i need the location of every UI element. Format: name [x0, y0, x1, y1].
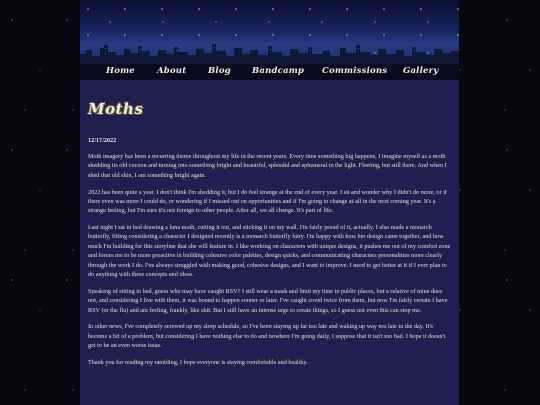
nav-gallery[interactable]: Gallery: [403, 66, 439, 76]
post-body: [88, 152, 452, 375]
nav-bandcamp[interactable]: Bandcamp: [252, 66, 305, 76]
post-paragraph: 2022 has been quite a year. I don't think I'm shedding it, but I do feel strange at the end of every year. I sit and wonder why I didn't do more, or if there even was more I could do, or wondering if I missed out on opportunities and if I'm going to change at all in the next coming year. It's a strange feeling, but I'm sure it's not foreign to other people. After all, we all change. It's part of life.: [88, 188, 447, 215]
post-date: 12/17/2022: [88, 137, 117, 144]
post-paragraph: Speaking of sitting in bed, guess who may have caught RSV? I still wear a mask and limit my time in public places, but a relative of mine does not, and considering I live with them, it was bound to happen sooner or later. I've caught covid twice from them, but now I'm fairly certain I have RSV (or the flu) and am feeling, frankly, like shit. But I still have an intense urge to create things, so I guess not even this can stop me.: [88, 287, 448, 314]
top-navigation: [80, 64, 459, 80]
post-paragraph: Moth imagery has been a recurring theme throughout my life in the recent years. Every time something big happens, I imagine myself as a moth shedding its old cocoon and turning into something bright and beautiful, splendid and ephemeral in the light. Fleeting, but still there. And when I shed that old skin, I am something bright again.: [88, 153, 447, 179]
post-paragraph: In other news, I've completely screwed up my sleep schedule, so I've been staying up far too late and waking up way too late in the day. It's become a bit of a problem, but considering I have nothing else to do and nowhere I'm going daily, I suppose that it isn't too bad. I hope it doesn't get to be an even worse issue.: [88, 323, 446, 350]
header-banner: [80, 0, 459, 64]
nav-commissions[interactable]: Commissions: [322, 66, 388, 76]
post-title: Moths: [88, 100, 144, 118]
page-container: [80, 0, 459, 405]
city-skyline-image: [80, 40, 459, 64]
nav-home[interactable]: Home: [106, 66, 135, 76]
post-paragraph: Last night I sat in bed drawing a luna moth, cutting it out, and sticking it on my wall. I'm fairly proud of it, actually. I also made a monarch butterfly, fitting considering a character I designed recently is a monarch butterfly fairy. I'm happy with how her design came together, and how much I'm building for this storyline that she will feature in. I like working on characters with unique designs, it pushes me out of my comfort zone and forces me to be more proactive in building cohesive color palettes, design quirks, and communicating characters personalities more clearly through the work I do. I've always struggled with making good, cohesive designs, and I want to improve. I need to get better at it if I ever plan to do anything with these concepts and ideas.: [88, 224, 451, 279]
post-paragraph: Thank you for reading my rambling, I hope everyone is staying comfortable and healthy.: [88, 358, 308, 366]
nav-about[interactable]: About: [157, 66, 187, 76]
nav-blog[interactable]: Blog: [208, 66, 231, 76]
